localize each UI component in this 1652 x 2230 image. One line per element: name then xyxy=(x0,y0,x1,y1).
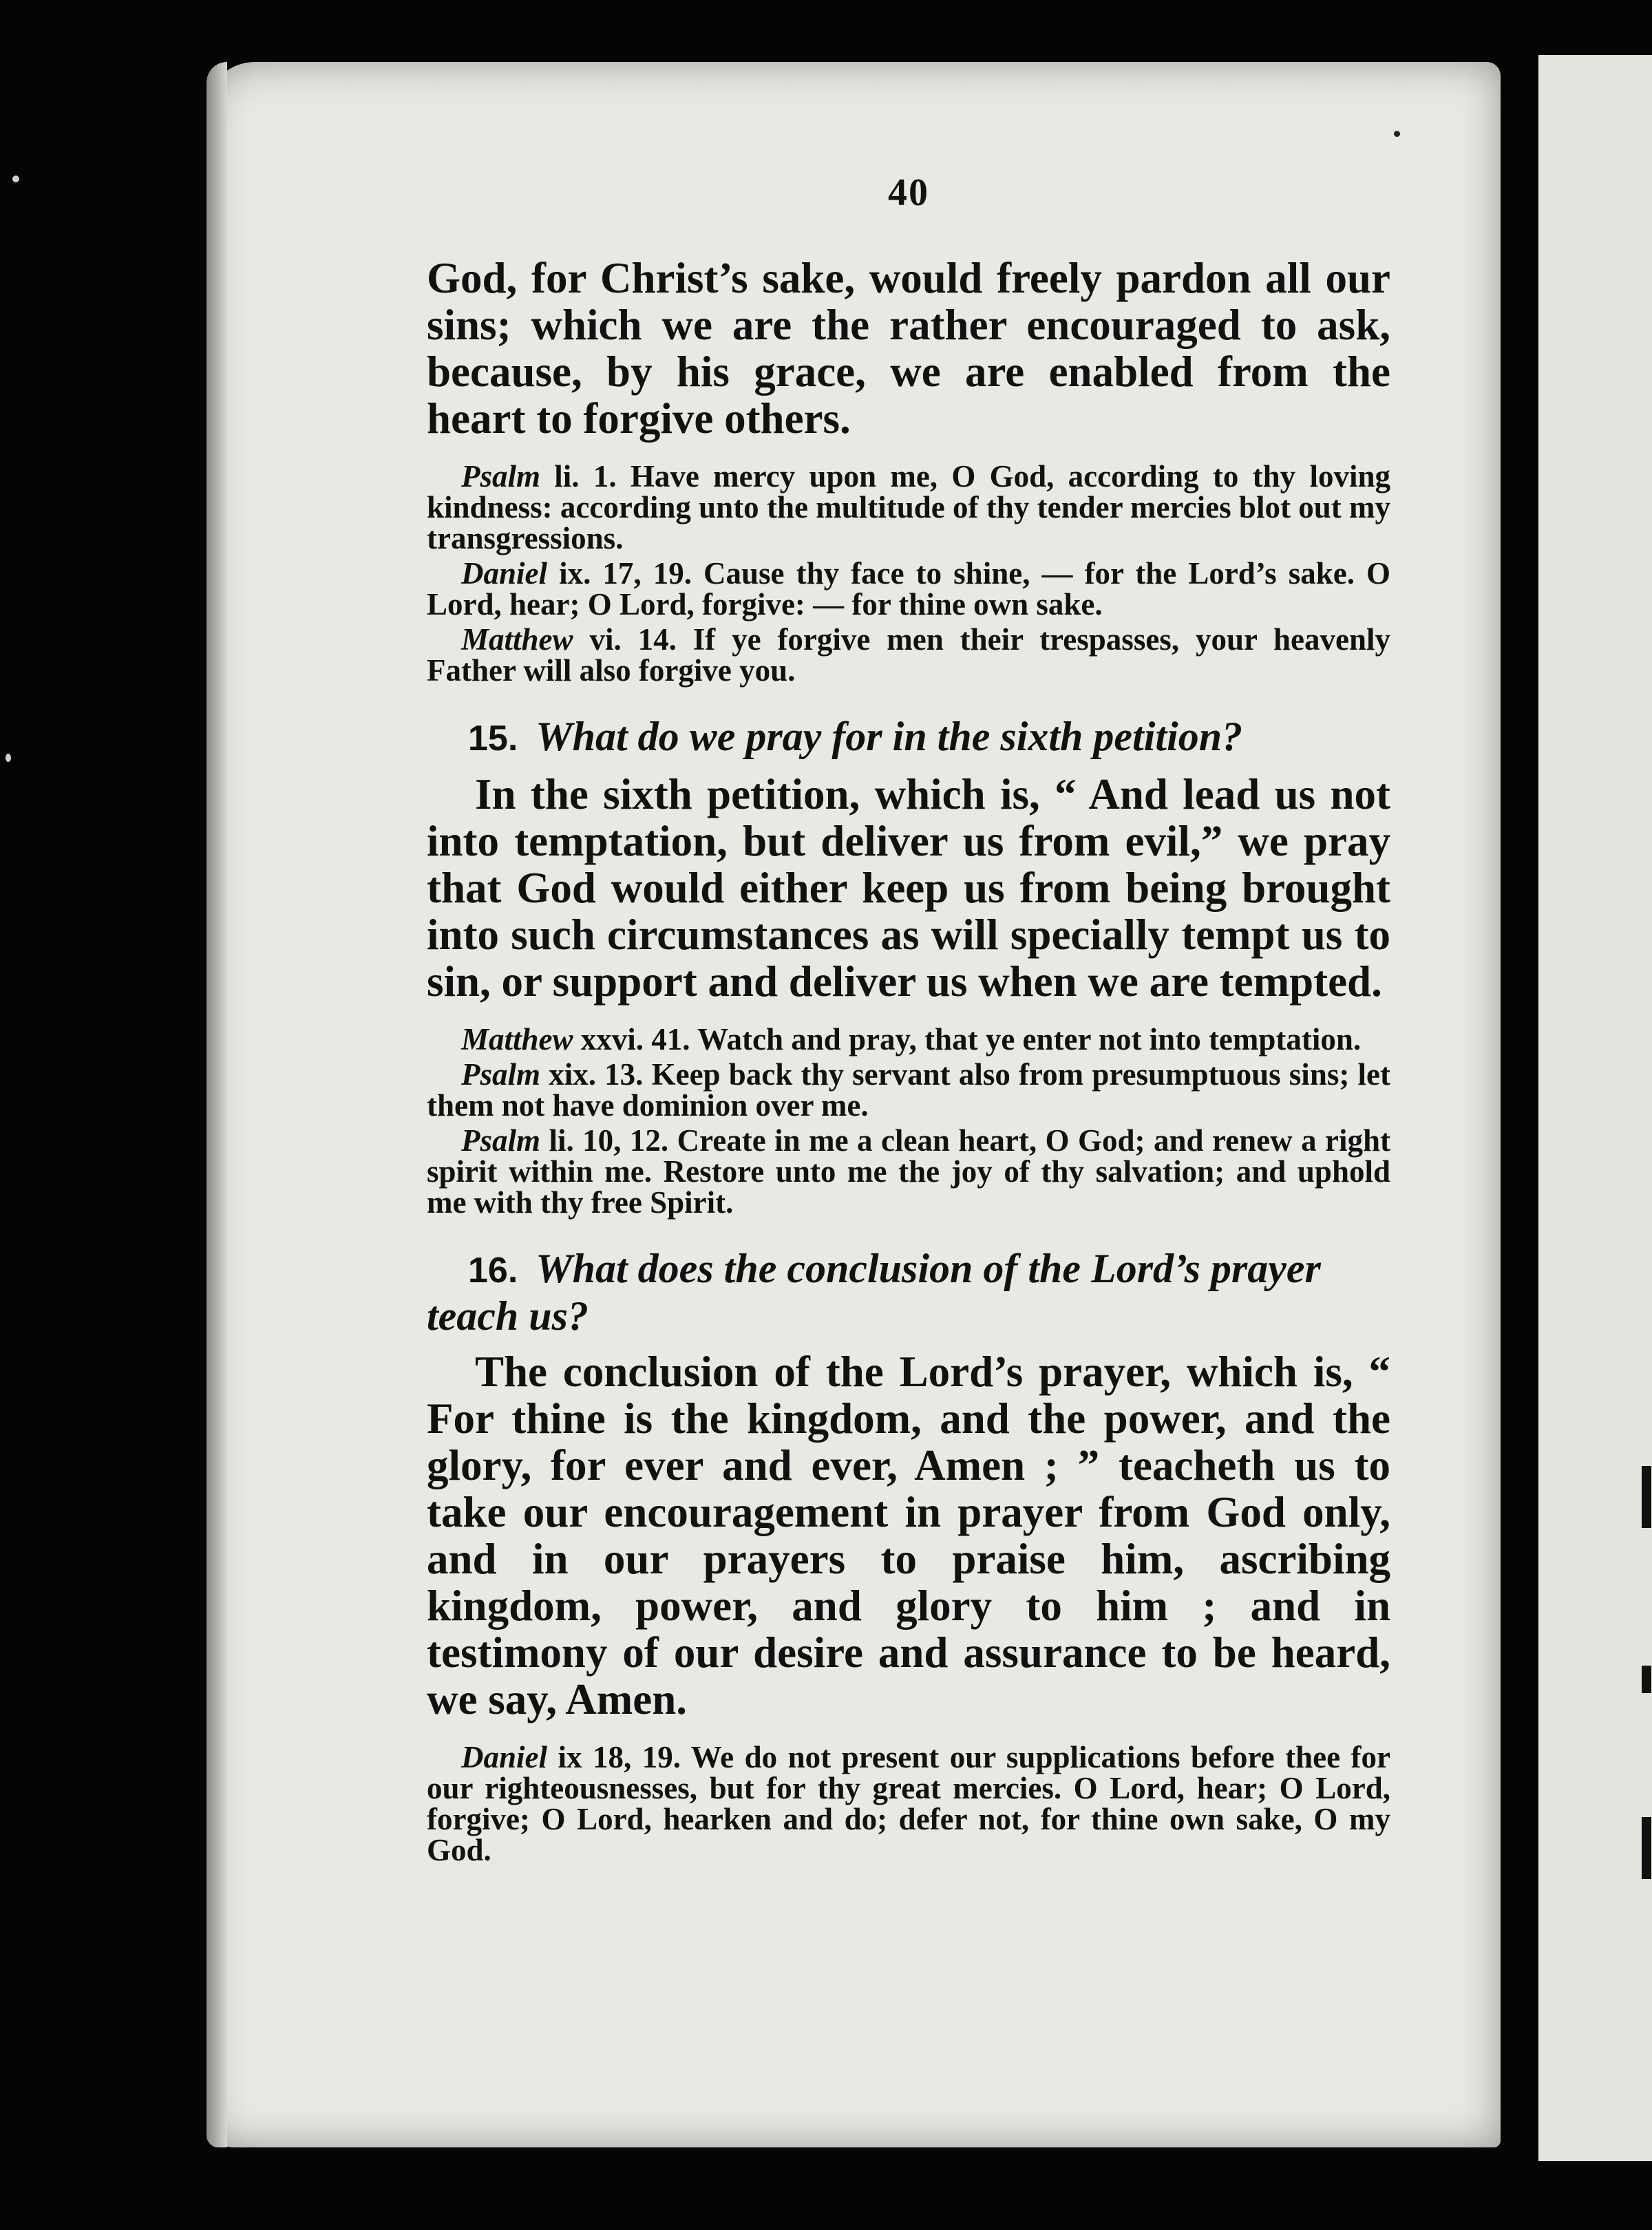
proof-text xyxy=(427,1059,1390,1121)
proof-verse: xix. 13. xyxy=(549,1057,644,1092)
proof-quote: Create in me a clean heart, O God; and renew a right spirit within me. Restore unto me the joy of thy salvation; and uphold me with thy free Spirit. xyxy=(427,1123,1391,1220)
proof-book: Daniel xyxy=(461,1740,548,1774)
question-16 xyxy=(427,1246,1390,1339)
answer-15: In the sixth petition, which is, “ And lead us not into temptation, but deliver us from evil,” we pray that God would either keep us from being brought into such circumstances as will specially tempt us to sin, or support and deliver us when we are tempted. xyxy=(427,770,1390,1006)
proof-texts xyxy=(427,1024,1390,1218)
adjacent-page-mark xyxy=(1642,1466,1651,1528)
question-15 xyxy=(427,714,1390,761)
proof-text xyxy=(427,1742,1390,1866)
proof-text xyxy=(427,1024,1390,1055)
adjacent-page-mark xyxy=(1642,1666,1651,1693)
proof-verse: li. 1. xyxy=(554,459,617,493)
proof-quote: We do not present our supplications before thee for our righteousnesses, but for thy great mercies. O Lord, hear; O Lord, forgive; O Lord, hearken and do; defer not, for thine own sake, O my God. xyxy=(427,1740,1390,1867)
proof-quote: Watch and pray, that ye enter not into temptation. xyxy=(697,1022,1362,1056)
proof-quote: Cause thy face to shine, — for the Lord’s sake. O Lord, hear; O Lord, forgive: — for thine own sake. xyxy=(427,556,1391,622)
continued-answer-paragraph: God, for Christ’s sake, would freely pardon all our sins; which we are the rather encouraged to ask, because, by his grace, we are enabled from the heart to forgive others. xyxy=(427,254,1390,443)
dust-speck xyxy=(12,176,19,182)
proof-text xyxy=(427,461,1390,554)
proof-text xyxy=(427,624,1390,686)
proof-text xyxy=(427,558,1390,620)
dust-speck xyxy=(6,754,11,762)
proof-texts xyxy=(427,461,1390,686)
proof-verse: ix 18, 19. xyxy=(558,1740,681,1774)
adjacent-page-edge xyxy=(1538,55,1652,2161)
proof-book: Matthew xyxy=(461,622,573,657)
question-number: 16. xyxy=(468,1251,518,1291)
proof-book: Matthew xyxy=(461,1022,573,1056)
question-text: What do we pray for in the sixth petition? xyxy=(536,714,1243,759)
proof-verse: xxvi. 41. xyxy=(580,1022,690,1056)
proof-quote: If ye forgive men their trespasses, your heavenly Father will also forgive you. xyxy=(427,622,1391,688)
proof-book: Daniel xyxy=(461,556,548,591)
page-binding-shadow xyxy=(206,62,227,2147)
proof-text xyxy=(427,1125,1390,1218)
proof-verse: li. 10, 12. xyxy=(549,1123,669,1158)
adjacent-page-mark xyxy=(1642,1817,1651,1879)
proof-quote: Have mercy upon me, O God, according to thy loving kindness: according unto the multitude of thy tender mercies blot out my transgressions. xyxy=(427,459,1390,555)
proof-book: Psalm xyxy=(461,459,541,493)
dust-speck xyxy=(1394,131,1400,137)
proof-verse: ix. 17, 19. xyxy=(559,556,692,591)
proof-book: Psalm xyxy=(461,1123,541,1158)
proof-texts xyxy=(427,1742,1390,1866)
question-number: 15. xyxy=(468,719,518,758)
proof-quote: Keep back thy servant also from presumptuous sins; let them not have dominion over me. xyxy=(427,1057,1390,1123)
page-text xyxy=(427,172,1390,1891)
proof-verse: vi. 14. xyxy=(589,622,677,657)
page-number: 40 xyxy=(888,171,929,214)
answer-16: The conclusion of the Lord’s prayer, which is, “ For thine is the kingdom, and the power, and the glory, for ever and ever, Amen ; ” teacheth us to take our encouragement in prayer from God only, and in our prayers to praise him, ascribing kingdom, power, and glory to him ; and in testimony of our desire and assurance to be heard, we say, Amen. xyxy=(427,1348,1390,1723)
proof-book: Psalm xyxy=(461,1057,541,1092)
question-text: What does the conclusion of the Lord’s prayer teach us? xyxy=(427,1246,1321,1339)
